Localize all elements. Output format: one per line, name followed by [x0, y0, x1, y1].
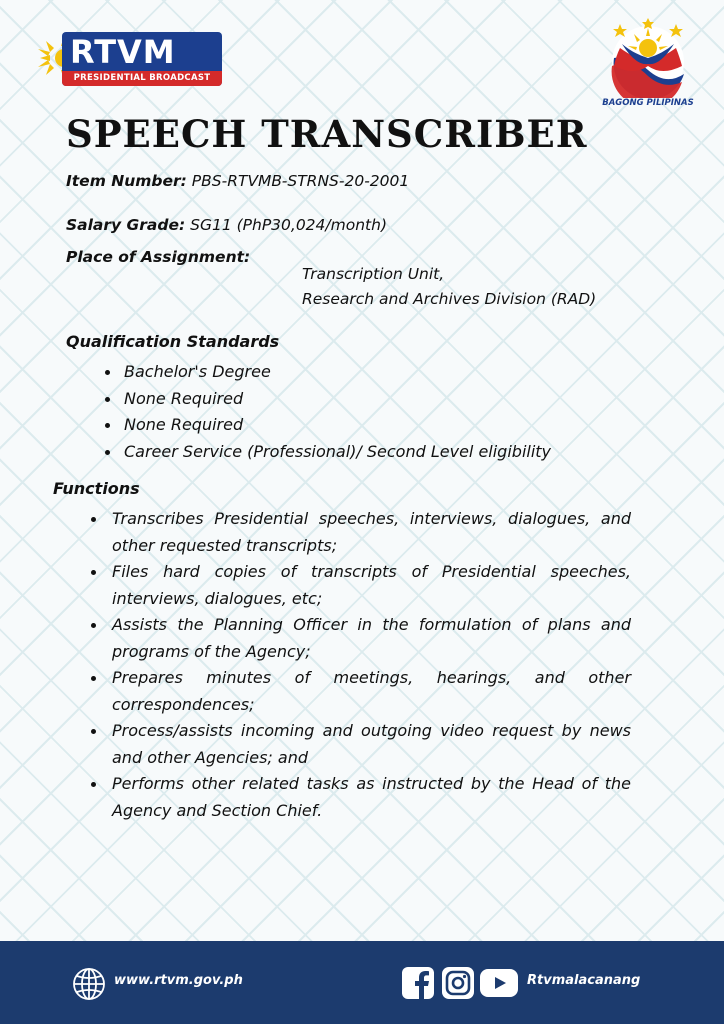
bagong-pilipinas-caption: BAGONG PILIPINAS [602, 98, 694, 108]
list-item: Files hard copies of transcripts of Presidential speeches, interviews, dialogues, etc; [91, 559, 631, 612]
list-item: Performs other related tasks as instructed by the Head of the Agency and Section Chief. [91, 771, 631, 824]
item-number-label: Item Number: [66, 172, 187, 190]
item-number-value: PBS-RTVMB-STRNS-20-2001 [191, 172, 410, 190]
qualification-standards-heading: Qualification Standards [66, 332, 280, 351]
facebook-icon[interactable] [402, 967, 434, 999]
bagong-pilipinas-emblem [600, 18, 696, 98]
rtvm-wordmark [62, 32, 222, 86]
list-item: Career Service (Professional)/ Second Level eligibility [105, 442, 551, 469]
page-title: SPEECH TRANSCRIBER [66, 112, 588, 156]
rtvm-logo [38, 30, 228, 88]
assignment-line-1: Transcription Unit, [302, 265, 445, 283]
item-number-row [66, 172, 409, 190]
instagram-icon[interactable] [442, 967, 474, 999]
bagong-pilipinas-logo [600, 18, 696, 112]
list-item: None Required [105, 415, 551, 442]
list-item: None Required [105, 389, 551, 416]
assignment-line-2: Research and Archives Division (RAD) [302, 290, 597, 308]
website-link[interactable]: www.rtvm.gov.ph [114, 973, 243, 988]
list-item: Assists the Planning Officer in the formulation of plans and programs of the Agency; [91, 612, 631, 665]
salary-grade-row [66, 216, 387, 234]
list-item: Process/assists incoming and outgoing video request by news and other Agencies; and [91, 718, 631, 771]
youtube-icon[interactable] [480, 969, 518, 997]
list-item: Transcribes Presidential speeches, interviews, dialogues, and other requested transcripts; [91, 506, 631, 559]
place-of-assignment-value [302, 262, 596, 312]
globe-icon [72, 967, 106, 1001]
footer [0, 941, 724, 1024]
salary-grade-label: Salary Grade: [66, 216, 186, 234]
place-of-assignment-row [66, 248, 250, 266]
list-item: Bachelor's Degree [105, 362, 551, 389]
qualification-list [105, 362, 551, 468]
rtvm-tagline: PRESIDENTIAL BROADCAST [62, 71, 222, 86]
place-of-assignment-label: Place of Assignment: [66, 248, 251, 266]
social-handle: Rtvmalacanang [527, 973, 641, 988]
rtvm-letters: RTVM [70, 33, 176, 71]
list-item: Prepares minutes of meetings, hearings, and other correspondences; [91, 665, 631, 718]
functions-list [91, 506, 631, 824]
salary-grade-value: SG11 (PhP30,024/month) [190, 216, 387, 234]
functions-heading: Functions [53, 479, 140, 498]
